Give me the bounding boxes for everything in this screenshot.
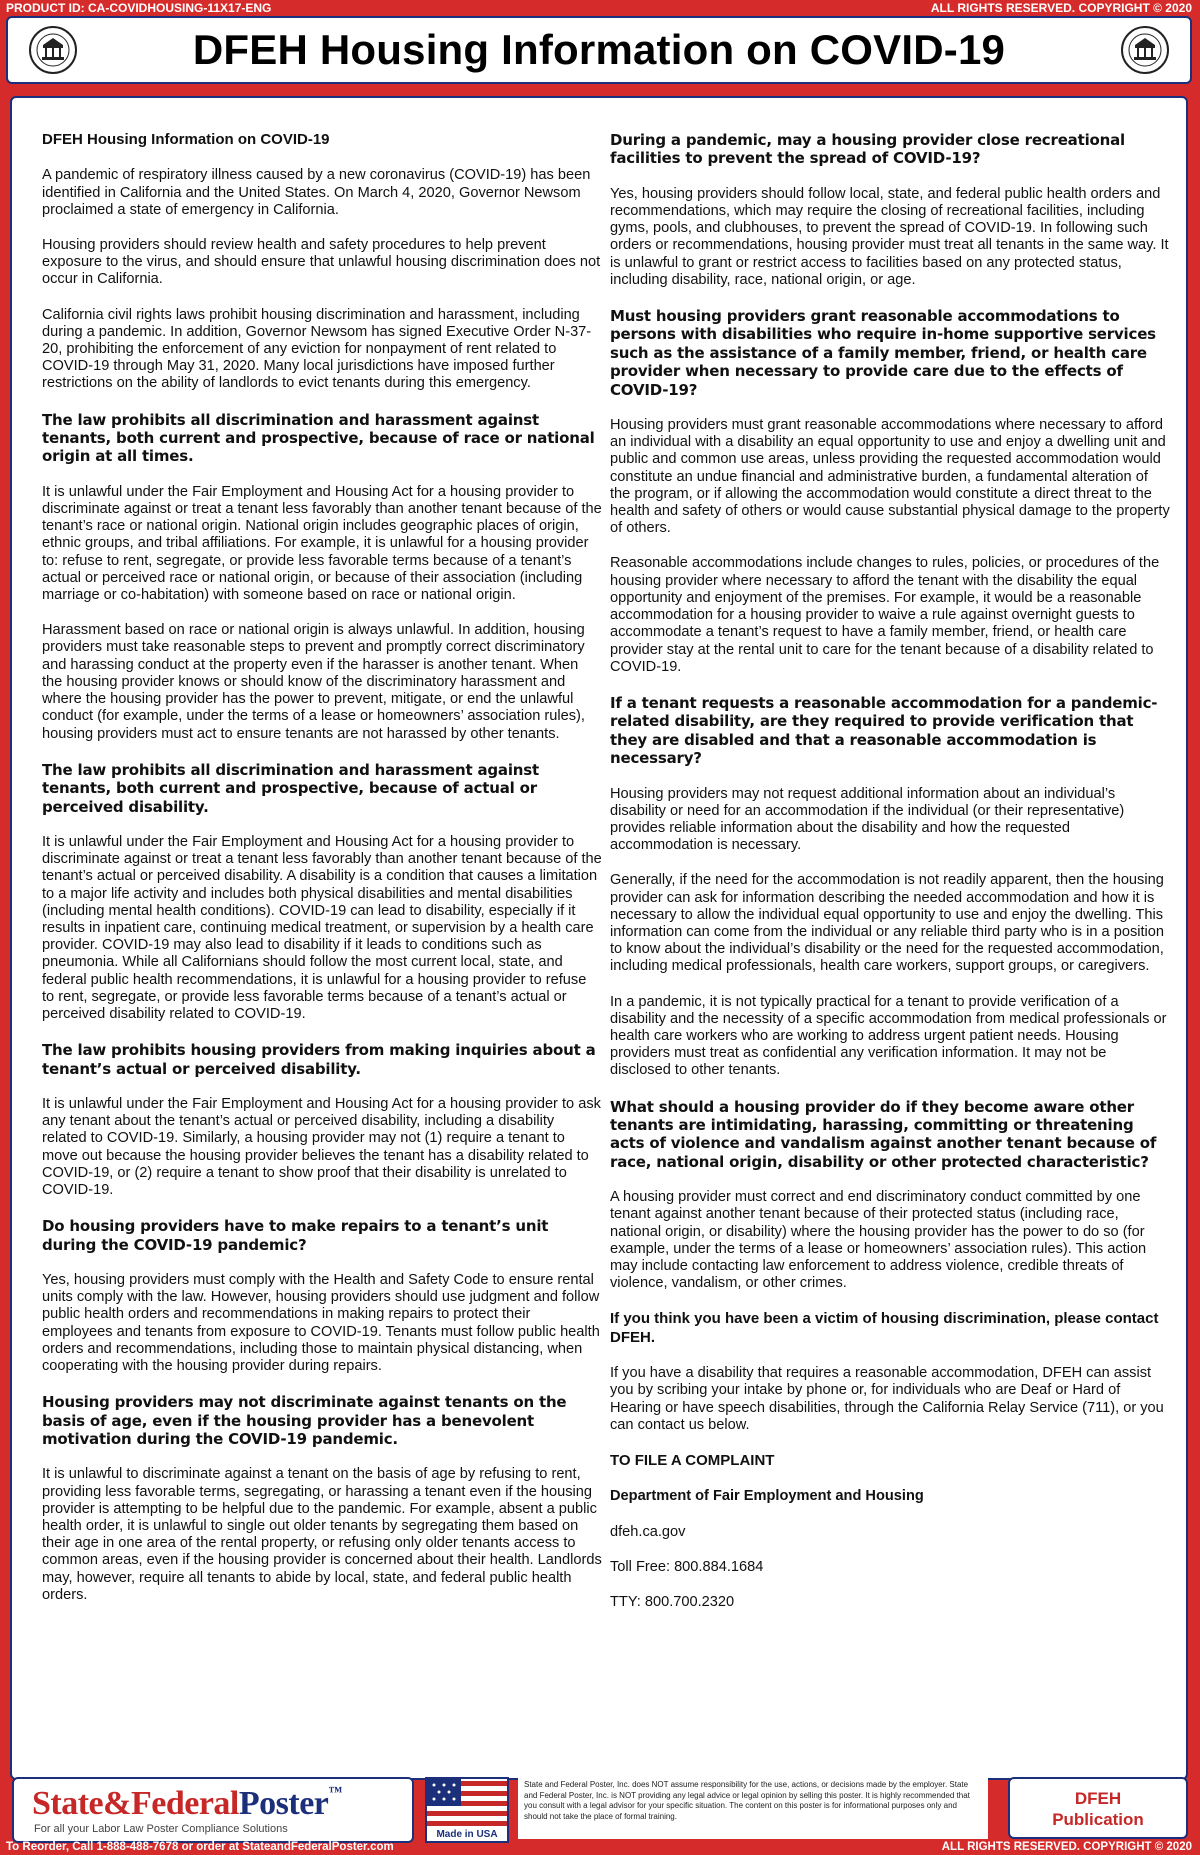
- poster-header: [6, 16, 1192, 84]
- left-column: [42, 131, 602, 1622]
- made-in-usa-badge: [425, 1777, 509, 1843]
- paragraph: In a pandemic, it is not typically practical for a tenant to provide verification of a disability and the necessity of a specific accommodation from medical professionals or health care workers who are working to address urgent patient needs. Housing providers must treat as confidential any verification information. It may not be disclosed to other tenants.: [610, 993, 1167, 1079]
- top-bar: [0, 0, 1200, 16]
- contact-block: [610, 1488, 1170, 1611]
- paragraph: If you have a disability that requires a reasonable accommodation, DFEH can assist you by scribing your intake by phone or, for individuals who are Deaf or Hard of Hearing or have speech disabilities, through the California Relay Service (711), or you can contact us below.: [610, 1365, 1164, 1433]
- section-heading: The law prohibits all discrimination and harassment against tenants, both current and prospective, because of actual or perceived disability.: [42, 760, 539, 816]
- section-heading: If a tenant requests a reasonable accommodation for a pandemic-related disability, are they required to provide verification that they are disabled and that a reasonable accommodation is necessary?: [610, 693, 1158, 768]
- publication-agency: DFEH: [1074, 1789, 1122, 1808]
- publication-badge: [1008, 1777, 1188, 1839]
- california-dfeh-seal-icon: [28, 25, 78, 75]
- paragraph: Yes, housing providers must comply with the Health and Safety Code to ensure rental units comply with the law. However, housing providers should use judgment and follow public health orders and recommendations in making repairs to protect their employees and tenants from exposure to COVID-19. Tenants must follow public health orders and recommendations, including those to maintain physical distancing, when cooperating with the housing provider during repairs.: [42, 1272, 600, 1375]
- section-heading: The law prohibits all discrimination and harassment against tenants, both current and prospective, because of race or national origin at all times.: [42, 410, 595, 466]
- brand-logo: [12, 1777, 414, 1843]
- section-heading: During a pandemic, may a housing provider close recreational facilities to prevent the spread of COVID-19?: [610, 131, 1125, 168]
- top-copyright: ALL RIGHTS RESERVED. COPYRIGHT © 2020: [930, 1, 1192, 15]
- paragraph: It is unlawful under the Fair Employment and Housing Act for a housing provider to ask any tenant about the tenant’s actual or perceived disability, including a disability related to COVID-19. Similarly, a housing provider may not (1) require a tenant to move out because the housing provider believes the tenant has a disability related to COVID-19, or (2) require a tenant to show proof that their disability is unrelated to COVID-19.: [42, 1095, 601, 1198]
- paragraph: Generally, if the need for the accommodation is not readily apparent, then the housing provider can ask for information describing the needed accommodation and how it is necessary to allow the individual equal opportunity to use and enjoy the dwelling. This information can come from the individual or any reliable third party who is in a position to know about the individual’s disability or the need for the requested accommodation, including medical professionals, health care workers, support groups, or caregivers.: [610, 872, 1165, 975]
- section-heading: Must housing providers grant reasonable accommodations to persons with disabilities who require in-home supportive services such as the assistance of a family member, friend, or health care provider when necessary to provide care due to the effects of COVID-19?: [610, 307, 1156, 399]
- us-flag-icon: [427, 1779, 507, 1827]
- logo-tagline: For all your Labor Law Poster Compliance Solutions: [34, 1823, 288, 1835]
- contact-org: Department of Fair Employment and Housing: [610, 1488, 924, 1505]
- paragraph: Yes, housing providers should follow local, state, and federal public health orders and recommendations, which may require the closing of recreational facilities, including gyms, pools, and clubhouses, to prevent the spread of COVID-19. In following such orders or recommendations, housing provider must treat all tenants in the same way. It is unlawful to grant or restrict access to facilities based on any protected status, including disability, race, national origin, or age.: [610, 185, 1169, 288]
- paragraph: Housing providers may not request additional information about an individual’s disability or need for an accommodation if the individual (or their representative) provides reliable information about the disability and how the requested accommodation is necessary.: [610, 785, 1125, 854]
- reorder-info[interactable]: To Reorder, Call 1-888-488-7678 or order at StateandFederalPoster.com: [6, 1841, 394, 1853]
- paragraph: It is unlawful under the Fair Employment and Housing Act for a housing provider to discriminate against or treat a tenant less favorably than another tenant because of the tenant’s race or national origin. National origin includes geographic places of origin, ethnic groups, and tribal affiliations. For example, it is unlawful for a housing provider to: refuse to rent, segregate, or provide less favorable terms because of a tenant’s actual or perceived race or national origin, or because of their association (including marriage or co-habitation) with someone based on race or national origin.: [42, 483, 602, 604]
- bottom-copyright: ALL RIGHTS RESERVED. COPYRIGHT © 2020: [941, 1841, 1192, 1853]
- section-heading: If you think you have been a victim of housing discrimination, please contact DFEH.: [610, 1310, 1159, 1346]
- section-heading: DFEH Housing Information on COVID-19: [42, 131, 330, 148]
- poster-footer: [6, 1777, 1194, 1839]
- paragraph: It is unlawful under the Fair Employment and Housing Act for a housing provider to discriminate against or treat a tenant less favorably than another tenant because of the tenant’s actual or perceived disability. A disability is a condition that causes a limitation to a major life activity and includes both physical disabilities and mental disabilities (including mental health conditions). COVID-19 can lead to disability, especially if it results in inpatient care, continuing medical treatment, or supervision by a health care provider. COVID-19 may also lead to disability if it leads to conditions such as pneumonia. While all Californians should follow the most current local, state, and federal public health recommendations, it is unlawful for a housing provider to refuse to rent, segregate, or provide less favorable terms because of a tenant’s actual or perceived disability related to COVID-19.: [42, 833, 602, 1022]
- paragraph: It is unlawful to discriminate against a tenant on the basis of age by refusing to rent, providing less favorable terms, segregating, or harassing a tenant even if the housing provider is attempting to be helpful due to the pandemic. For example, absent a public health order, it is unlawful to single out older tenants by segregating them based on their age in one area of the rental property, or refusing only older tenants access to common areas, even if the housing provider is concerned about their health. Landlords may, however, require all tenants to abide by local, state, and federal public health orders.: [42, 1466, 602, 1603]
- bottom-bar: [0, 1840, 1200, 1855]
- section-heading: The law prohibits housing providers from making inquiries about a tenant’s actual or perceived disability.: [42, 1041, 596, 1078]
- legal-disclaimer: State and Federal Poster, Inc. does NOT assume responsibility for the use, actions, or decisions made by the employer. State and Federal Poster, Inc. is NOT providing any legal advice or legal opinion by selling this poster. It is highly recommended that you consult with a legal advisor for your specific situation. The content on this poster is for informational purposes only and should not take the place of formal training.: [518, 1777, 988, 1839]
- contact-toll-free: Toll Free: 800.884.1684: [610, 1558, 764, 1575]
- publication-label: Publication: [1052, 1810, 1144, 1829]
- contact-website[interactable]: dfeh.ca.gov: [610, 1523, 686, 1540]
- paragraph: A housing provider must correct and end discriminatory conduct committed by one tenant against another tenant because of their protected status (including race, national origin, or disability) where the housing provider has the power to do so (for example, under the terms of a lease or homeowners’ association rules). This action may include contacting law enforcement to address violence, credible threats of violence, vandalism, or other crimes.: [610, 1189, 1147, 1292]
- paragraph: California civil rights laws prohibit housing discrimination and harassment, including during a pandemic. In addition, Governor Newsom has signed Executive Order N-37-20, prohibiting the enforcement of any eviction for nonpayment of rent related to COVID-19 through May 31, 2020. Many local jurisdictions have imposed further restrictions on the ability of landlords to evict tenants during this emergency.: [42, 306, 592, 392]
- paragraph: Reasonable accommodations include changes to rules, policies, or procedures of the housing provider where necessary to afford the tenant with the disability the equal opportunity and enjoyment of the premises. For example, it would be a reasonable accommodation for a housing provider to waive a rule against overnight guests to accommodate a tenant’s request to have a family member, friend, or health care provider stay at the rental unit to care for the tenant because of a disability related to COVID-19.: [610, 555, 1160, 675]
- logo-wordmark: State&FederalPoster™: [32, 1785, 342, 1822]
- made-in-usa-label: Made in USA: [436, 1829, 498, 1840]
- page-title: DFEH Housing Information on COVID-19: [192, 26, 1006, 73]
- product-id: PRODUCT ID: CA-COVIDHOUSING-11X17-ENG: [6, 1, 272, 15]
- right-column: [610, 131, 1170, 1629]
- contact-tty: TTY: 800.700.2320: [610, 1594, 735, 1611]
- paragraph: Housing providers must grant reasonable accommodations where necessary to afford an individual with a disability an equal opportunity to use and enjoy a dwelling unit and public and common use areas, unless providing the requested accommodation would constitute an undue financial and administrative burden, a fundamental alteration of the program, or if allowing the accommodation would constitute a direct threat to the health and safety of others or would cause substantial physical damage to the property of others.: [610, 417, 1170, 537]
- section-heading: What should a housing provider do if they become aware other tenants are intimidating, harassing, committing or threatening acts of violence and vandalism against another tenant because of race, national origin, disability or other protected characteristic?: [610, 1097, 1157, 1171]
- section-heading: TO FILE A COMPLAINT: [610, 1452, 775, 1470]
- paragraph: Housing providers should review health and safety procedures to help prevent exposure to the virus, and should ensure that unlawful housing discrimination does not occur in California.: [42, 237, 601, 288]
- section-heading: Housing providers may not discriminate against tenants on the basis of age, even if the housing provider has a benevolent motivation during the COVID-19 pandemic.: [42, 1393, 567, 1449]
- poster-body: [10, 96, 1188, 1780]
- section-heading: Do housing providers have to make repairs to a tenant’s unit during the COVID-19 pandemic?: [42, 1217, 549, 1254]
- paragraph: A pandemic of respiratory illness caused by a new coronavirus (COVID-19) has been identified in California and the United States. On March 4, 2020, Governor Newsom proclaimed a state of emergency in California.: [42, 167, 591, 218]
- california-dfeh-seal-icon: [1120, 25, 1170, 75]
- paragraph: Harassment based on race or national origin is always unlawful. In addition, housing providers must take reasonable steps to prevent and promptly correct discriminatory and harassing conduct at the property even if the harasser is another tenant. When the housing provider knows or should know of the discriminatory harassment and where the housing provider has the power to prevent, mitigate, or end the unlawful conduct (for example, under the terms of a lease or homeowners’ association rules), housing providers must act to ensure tenants are not harassed by other tenants.: [42, 622, 585, 742]
